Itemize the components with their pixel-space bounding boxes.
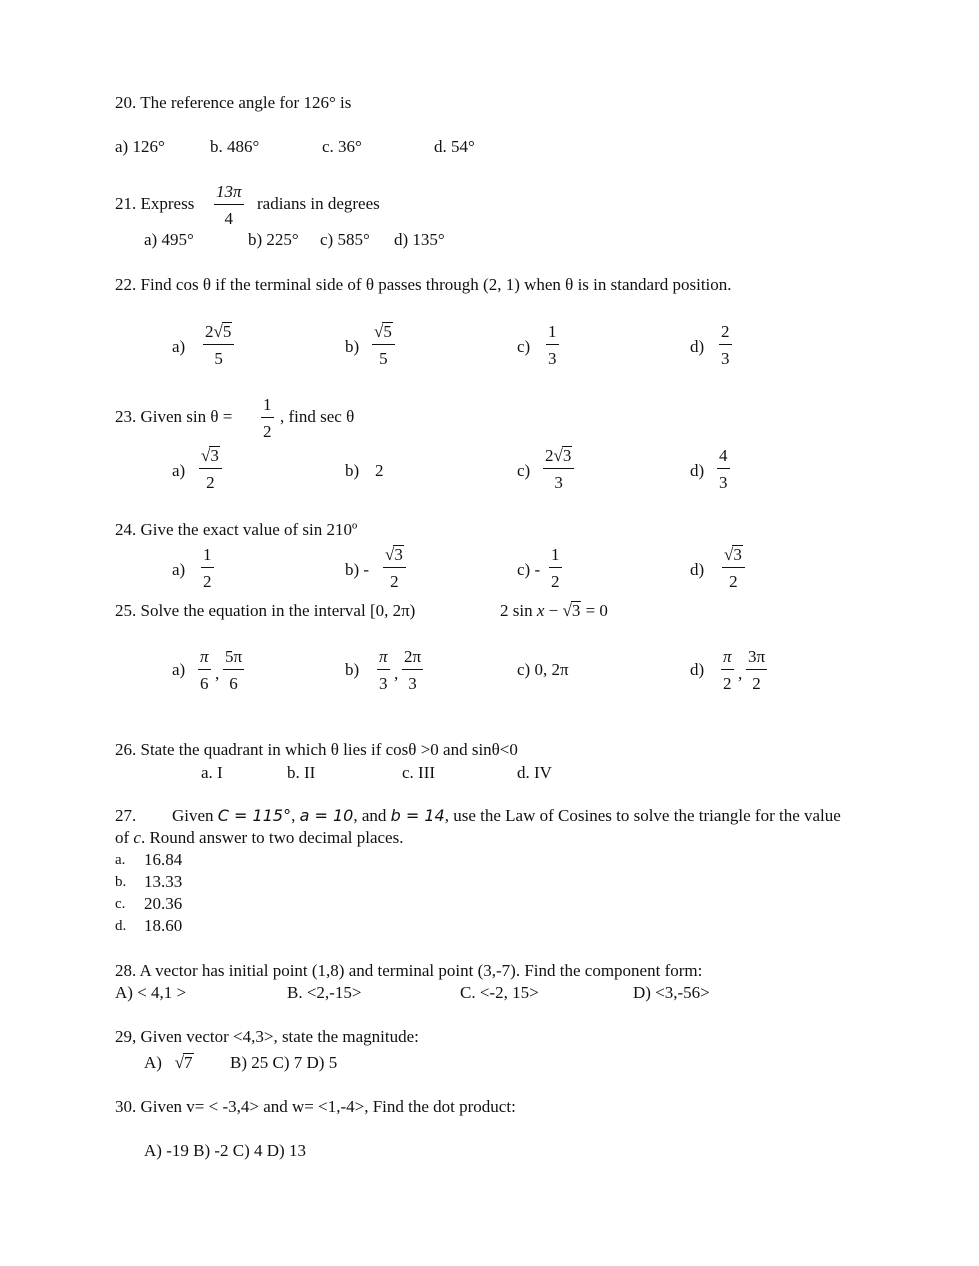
q26-option-a: a. I bbox=[201, 763, 223, 782]
q26-option-d: d. IV bbox=[517, 763, 552, 782]
q27-option-c-value: 20.36 bbox=[144, 894, 183, 913]
q23-stem-start: 23. Given sin θ = bbox=[115, 407, 233, 426]
q28-option-a: A) < 4,1 > bbox=[115, 983, 187, 1002]
q27-option-b-value: 13.33 bbox=[144, 872, 183, 891]
q23-option-b: 2 bbox=[375, 461, 384, 480]
q23-stem-end: , find sec θ bbox=[280, 407, 355, 426]
q25-option-b-fraction-1: $\frac{\pi}{3}$ bbox=[379, 647, 388, 693]
q28-option-c: C. <-2, 15> bbox=[460, 983, 539, 1002]
q25-label-b: b) bbox=[345, 660, 360, 679]
q27-option-d-letter: d. bbox=[115, 918, 127, 934]
q20-option-a: a) 126° bbox=[115, 137, 165, 156]
q25-option-c: c) 0, 2π bbox=[517, 660, 569, 679]
q24-label-b: b) - bbox=[345, 560, 370, 579]
q30-options: A) -19 B) -2 C) 4 D) 13 bbox=[144, 1141, 306, 1160]
q22-option-d-fraction: $\frac{2}{3}$ bbox=[721, 322, 730, 368]
q20-option-b: b. 486° bbox=[210, 137, 260, 156]
q25-label-d: d) bbox=[690, 660, 705, 679]
q29-option-a: A) √7 bbox=[144, 1053, 193, 1072]
q23-label-a: a) bbox=[172, 461, 186, 480]
q27-option-c-letter: c. bbox=[115, 896, 126, 912]
q26-stem: 26. State the quadrant in which θ lies if cosθ >0 and sinθ<0 bbox=[115, 740, 518, 759]
q25-option-d-fraction-2: $\frac{3\pi}{2}$ bbox=[748, 647, 766, 693]
q22-label-c: c) bbox=[517, 337, 531, 356]
q25-stem: 25. Solve the equation in the interval [0, 2π) bbox=[115, 601, 416, 620]
q22-stem: 22. Find cos θ if the terminal side of θ passes through (2, 1) when θ is in standard position. bbox=[115, 275, 732, 294]
q25-option-d-comma: , bbox=[738, 664, 743, 683]
q28-option-b: B. <2,-15> bbox=[287, 983, 362, 1002]
q21-option-a: a) 495° bbox=[144, 230, 194, 249]
q23-option-c-fraction: $\frac{2√3}{3}$ bbox=[543, 446, 574, 493]
q24-option-c-fraction: $\frac{1}{2}$ bbox=[551, 545, 560, 591]
q27-number: 27. bbox=[115, 806, 137, 825]
q29-stem: 29, Given vector <4,3>, state the magnitude: bbox=[115, 1027, 419, 1046]
q27-option-a-letter: a. bbox=[115, 852, 126, 868]
q22-option-c-fraction: $\frac{1}{3}$ bbox=[548, 322, 557, 368]
q27-option-b-letter: b. bbox=[115, 874, 127, 890]
q22-option-b-fraction: $\frac{√5}{5}$ bbox=[372, 322, 395, 369]
q28-option-d: D) <3,-56> bbox=[633, 983, 710, 1002]
q24-label-c: c) - bbox=[517, 560, 541, 579]
q29-options-rest: B) 25 C) 7 D) 5 bbox=[230, 1053, 338, 1072]
q25-equation: 2 sin x − √3 = 0 bbox=[500, 601, 608, 620]
q25-option-a-fraction-2: $\frac{5\pi}{6}$ bbox=[225, 647, 243, 693]
q27-option-a-value: 16.84 bbox=[144, 850, 183, 869]
q21-number: 21. Express bbox=[115, 194, 195, 213]
q25-option-d-fraction-1: $\frac{\pi}{2}$ bbox=[723, 647, 732, 693]
q22-label-a: a) bbox=[172, 337, 186, 356]
q23-label-b: b) bbox=[345, 461, 360, 480]
q23-label-c: c) bbox=[517, 461, 531, 480]
q21-option-b: b) 225° bbox=[248, 230, 299, 249]
q21-option-c: c) 585° bbox=[320, 230, 370, 249]
q24-label-a: a) bbox=[172, 560, 186, 579]
q27-line1: Given C = 115°, a = 10, and b = 14, use the Law of Cosines to solve the triangle for the value bbox=[172, 806, 841, 825]
q22-option-a-fraction: $\frac{2√5}{5}$ bbox=[203, 322, 234, 369]
q26-option-c: c. III bbox=[402, 763, 436, 782]
q26-option-b: b. II bbox=[287, 763, 316, 782]
q24-stem: 24. Give the exact value of sin 210º bbox=[115, 520, 358, 539]
q27-line2: of c. Round answer to two decimal places. bbox=[115, 828, 404, 847]
q21-fraction: $\frac{13\pi}{4}$ bbox=[216, 182, 242, 228]
q20-stem: 20. The reference angle for 126° is bbox=[115, 93, 352, 112]
q25-option-b-comma: , bbox=[394, 664, 399, 683]
q24-option-a-fraction: $\frac{1}{2}$ bbox=[203, 545, 212, 591]
q21-rest: radians in degrees bbox=[257, 194, 380, 213]
q23-label-d: d) bbox=[690, 461, 705, 480]
q24-option-d-fraction: $\frac{√3}{2}$ bbox=[722, 545, 745, 592]
q23-option-a-fraction: $\frac{√3}{2}$ bbox=[199, 446, 222, 493]
q25-option-a-fraction-1: $\frac{\pi}{6}$ bbox=[200, 647, 209, 693]
q27-option-d-value: 18.60 bbox=[144, 916, 183, 935]
q25-label-a: a) bbox=[172, 660, 186, 679]
q28-stem: 28. A vector has initial point (1,8) and terminal point (3,-7). Find the component form: bbox=[115, 961, 703, 980]
q22-label-d: d) bbox=[690, 337, 705, 356]
q20-option-c: c. 36° bbox=[322, 137, 362, 156]
q30-stem: 30. Given v= < -3,4> and w= <1,-4>, Find the dot product: bbox=[115, 1097, 516, 1116]
q24-option-b-fraction: $\frac{√3}{2}$ bbox=[383, 545, 406, 592]
q21-option-d: d) 135° bbox=[394, 230, 445, 249]
q23-fraction: $\frac{1}{2}$ bbox=[263, 395, 272, 441]
q22-label-b: b) bbox=[345, 337, 360, 356]
q23-option-d-fraction: $\frac{4}{3}$ bbox=[719, 446, 728, 492]
q25-option-a-comma: , bbox=[215, 664, 220, 683]
q20-option-d: d. 54° bbox=[434, 137, 475, 156]
q24-label-d: d) bbox=[690, 560, 705, 579]
q25-option-b-fraction-2: $\frac{2\pi}{3}$ bbox=[404, 647, 422, 693]
